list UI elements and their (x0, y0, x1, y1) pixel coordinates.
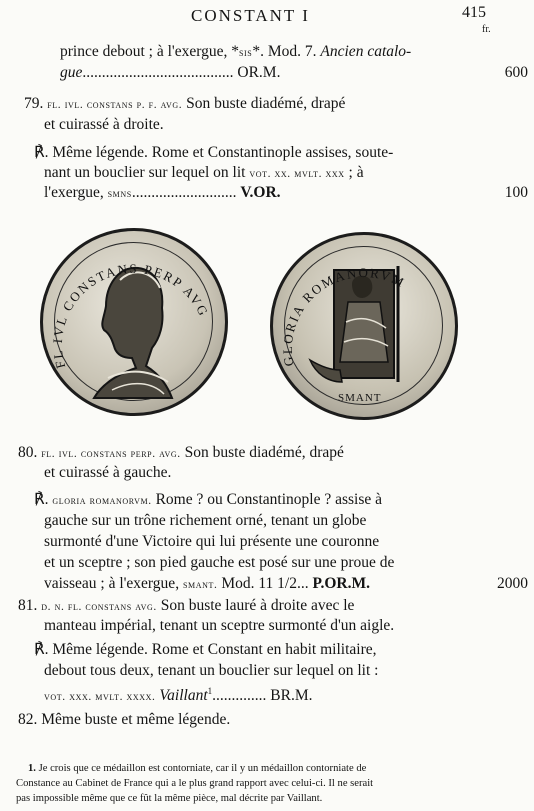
entry-82-line-1: 82. Même buste et même légende. (18, 711, 231, 728)
entry-79-price: 100 (504, 184, 528, 201)
page-number: 415 (462, 4, 486, 21)
entry-number: 79. (24, 95, 44, 112)
entry-80-reverse-line-2: gauche sur un trône richement orné, tenant un globe (44, 512, 367, 529)
entry-number: 81. (18, 597, 38, 614)
entry-80-reverse-line-5: vaisseau ; à l'exergue, smant. Mod. 11 1/2... P.OR.M. (44, 575, 371, 592)
footnote-marker: 1. (28, 763, 36, 774)
obverse-legend-ring (40, 228, 228, 416)
currency-unit: fr. (482, 24, 491, 35)
entry-78-line-1: prince debout ; à l'exergue, *sis*. Mod. 7. Ancien catalo- (60, 43, 412, 60)
entry-81-line-2: manteau impérial, tenant un sceptre surmonté d'un aigle. (44, 617, 395, 634)
running-title: CONSTANT I (191, 6, 310, 25)
reverse-symbol: ℟. (34, 144, 49, 161)
footnote-line-2: Constance au Cabinet de France qui a le plus grand rapport avec celui-ci. Il ne serait (16, 778, 374, 789)
entry-80-line-2: et cuirassé à gauche. (44, 464, 172, 481)
footnote-reference[interactable]: 1 (207, 686, 213, 696)
entry-80-reverse-line-3: surmonté d'une Victoire qui lui présente une couronne (44, 533, 380, 550)
obverse-coin-image (40, 228, 228, 416)
svg-text:GLORIA ROMANORVM: GLORIA ROMANORVM (279, 264, 409, 368)
entry-80-line-1: 80. fl. ivl. constans perp. avg. Son buste diadémé, drapé (18, 444, 344, 461)
entry-80-price: 2000 (497, 575, 528, 592)
entry-79-line-2: et cuirassé à droite. (44, 116, 164, 133)
obverse-legend: d. n. fl. constans avg. (41, 601, 157, 613)
obverse-legend: fl. ivl. constans p. f. avg. (47, 99, 183, 111)
obverse-legend: fl. ivl. constans perp. avg. (41, 448, 181, 460)
footnote-line-3: pas impossible même que ce fût la même pièce, mal décrite par Vaillant. (16, 793, 323, 804)
entry-78-price: 600 (504, 64, 528, 81)
entry-number: 80. (18, 444, 38, 461)
svg-text:FL IVL CONSTANS PERP AVG: FL IVL CONSTANS PERP AVG (49, 261, 212, 371)
reverse-symbol: ℟. (34, 641, 49, 658)
entry-80-reverse-line-1: ℟. gloria romanorvm. Rome ? ou Constantinople ? assise à (34, 491, 382, 508)
footnote-line-1: 1. Je crois que ce médaillon est contorniate, car il y un médaillon contorniate de (28, 763, 367, 774)
entry-79-reverse-line-1: ℟. Même légende. Rome et Constantinople assises, soute- (34, 144, 394, 161)
entry-81-reverse-line-1: ℟. Même légende. Rome et Constant en habit militaire, (34, 641, 377, 658)
entry-81-reverse-line-3: vot. xxx. mvlt. xxxx. Vaillant$^1$.............. BR.M. (44, 686, 313, 705)
entry-79-reverse-line-2: nant un bouclier sur lequel on lit vot. xx. mvlt. xxx ; à (44, 164, 364, 181)
entry-81-line-1: 81. d. n. fl. constans avg. Son buste lauré à droite avec le (18, 597, 355, 614)
entry-80-reverse-line-4: et un sceptre ; son pied gauche est posé sur une proue de (44, 554, 395, 571)
entry-number: 82. (18, 711, 38, 728)
entry-79-line-1: 79. fl. ivl. constans p. f. avg. Son buste diadémé, drapé (24, 95, 346, 112)
entry-79-reverse-line-3: l'exergue, smns........................... V.OR. (44, 184, 281, 201)
entry-81-reverse-line-2: debout tous deux, tenant un bouclier sur lequel on lit : (44, 662, 379, 679)
reverse-exergue: SMANT (338, 392, 382, 404)
reverse-symbol: ℟. (34, 491, 49, 508)
entry-78-line-2: gue....................................... OR.M. (60, 64, 281, 81)
reverse-coin-image (270, 232, 458, 420)
